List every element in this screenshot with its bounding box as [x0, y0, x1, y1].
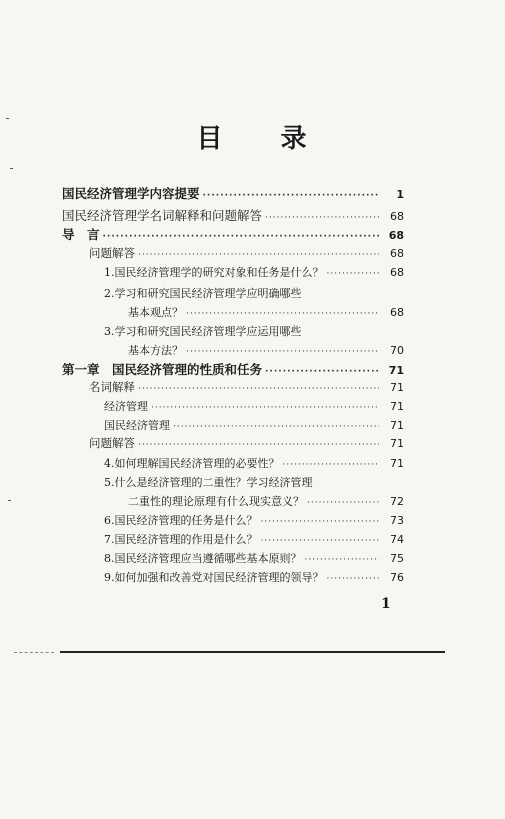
page-number: 1 — [381, 596, 391, 612]
toc-page: 73 — [390, 514, 404, 527]
toc-page: 72 — [390, 495, 404, 508]
toc-label: 二重性的理论原理有什么现实意义？ — [128, 495, 304, 508]
dot-leader — [305, 555, 380, 565]
toc-entry[interactable] — [128, 342, 404, 359]
toc-entry[interactable] — [104, 417, 404, 434]
toc-label: 经济管理 — [104, 400, 148, 413]
toc-page: 71 — [388, 364, 404, 377]
toc-label: 导 言 — [62, 227, 100, 242]
toc-entry[interactable] — [104, 398, 404, 415]
toc-page: 71 — [390, 419, 404, 432]
toc-label: 8.国民经济管理应当遵循哪些基本原则？ — [104, 552, 302, 565]
toc-entry[interactable] — [104, 264, 404, 281]
dot-leader — [173, 422, 379, 432]
toc-page: 71 — [390, 381, 404, 394]
toc-label: 9.如何加强和改善党对国民经济管理的领导？ — [104, 571, 324, 584]
footer-rule — [60, 651, 445, 653]
dot-leader — [261, 536, 380, 546]
toc-page: 76 — [390, 571, 404, 584]
page-title — [0, 118, 505, 155]
toc-label: 6.国民经济管理的任务是什么？ — [104, 514, 258, 527]
toc-label: 基本方法？ — [128, 344, 183, 357]
dot-leader — [186, 347, 379, 357]
dot-leader — [203, 191, 379, 201]
toc-entry[interactable] — [62, 225, 404, 242]
toc-label: 国民经济管理学内容提要 — [62, 186, 200, 201]
scan-speck — [8, 500, 11, 501]
dot-leader — [283, 460, 380, 470]
toc-label: 国民经济管理学名词解释和问题解答 — [62, 208, 263, 223]
dot-leader — [138, 440, 379, 450]
scan-speck — [10, 168, 13, 169]
toc-page: 71 — [390, 400, 404, 413]
dot-leader — [327, 574, 380, 584]
toc-entry[interactable] — [89, 435, 404, 452]
toc-entry[interactable] — [104, 455, 404, 472]
toc-label: 5.什么是经济管理的二重性？学习经济管理 — [104, 476, 313, 489]
toc-label: 问题解答 — [89, 436, 135, 450]
toc-entry[interactable] — [104, 512, 404, 529]
toc-label: 1.国民经济管理学的研究对象和任务是什么？ — [104, 266, 324, 279]
dot-leader — [265, 213, 379, 223]
toc-entry[interactable] — [128, 493, 404, 510]
toc-entry[interactable] — [62, 184, 404, 201]
toc-label: 4.如何理解国民经济管理的必要性？ — [104, 457, 280, 470]
title-char-left: 目 — [196, 124, 225, 154]
toc-label: 第一章 国民经济管理的性质和任务 — [62, 362, 263, 377]
toc-entry[interactable] — [104, 474, 404, 491]
toc-entry[interactable] — [104, 285, 404, 302]
toc-entry[interactable] — [62, 360, 404, 377]
toc-label: 7.国民经济管理的作用是什么？ — [104, 533, 258, 546]
title-char-right: 录 — [280, 124, 309, 154]
toc-page: 68 — [390, 210, 404, 223]
dot-leader — [138, 384, 379, 394]
toc-entry[interactable] — [104, 550, 404, 567]
toc-entry[interactable] — [104, 569, 404, 586]
dot-leader — [261, 517, 380, 527]
toc-label: 2.学习和研究国民经济管理学应明确哪些 — [104, 287, 302, 300]
toc-entry[interactable] — [89, 379, 404, 396]
dot-leader — [186, 309, 379, 319]
toc-label: 基本观点？ — [128, 306, 183, 319]
toc-entry[interactable] — [89, 245, 404, 262]
toc-entry[interactable] — [128, 304, 404, 321]
toc-page: 74 — [390, 533, 404, 546]
toc-page: 68 — [390, 266, 404, 279]
dot-leader — [138, 250, 379, 260]
dot-leader — [103, 232, 379, 242]
toc-entry[interactable] — [104, 531, 404, 548]
dot-leader — [265, 367, 379, 377]
toc-page: 75 — [390, 552, 404, 565]
toc-label: 问题解答 — [89, 246, 135, 260]
toc-page: 71 — [390, 457, 404, 470]
dot-leader — [151, 403, 379, 413]
toc-page: 70 — [390, 344, 404, 357]
toc-page: 71 — [390, 437, 404, 450]
scan-margin-rule — [14, 652, 54, 653]
toc-label: 3.学习和研究国民经济管理学应运用哪些 — [104, 325, 302, 338]
toc-page: 68 — [390, 247, 404, 260]
toc-label: 名词解释 — [89, 380, 135, 394]
toc-page: 68 — [390, 306, 404, 319]
scan-speck — [6, 118, 9, 119]
toc-page: 68 — [388, 229, 404, 242]
toc-label: 国民经济管理 — [104, 419, 170, 432]
dot-leader — [327, 269, 380, 279]
toc-entry[interactable] — [62, 206, 404, 223]
toc-entry[interactable] — [104, 323, 404, 340]
toc-page: 1 — [396, 188, 404, 201]
dot-leader — [307, 498, 379, 508]
